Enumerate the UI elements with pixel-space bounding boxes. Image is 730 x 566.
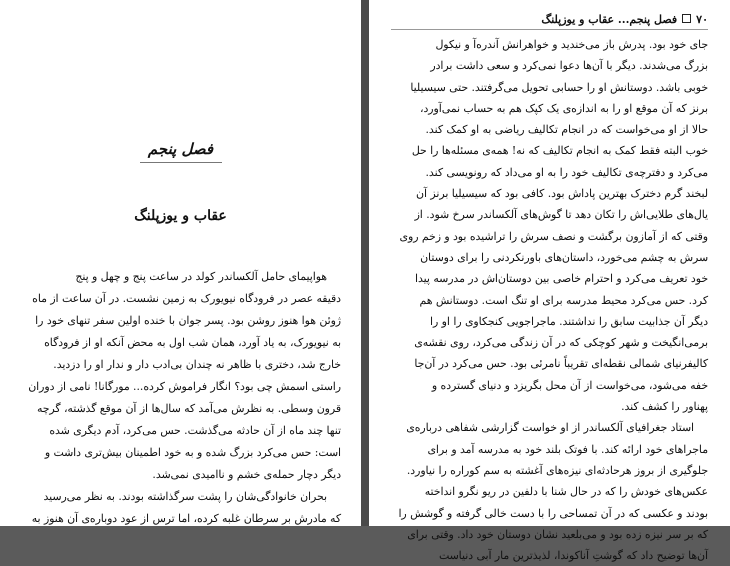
text-line: برنز که آن موقع او را به اندازه‌ی یک کپک هم به حساب نمی‌آورد، (419, 101, 708, 115)
running-header (391, 13, 708, 30)
text-line: وقتی که از آمازون برگشت و نصف سرش را تراشیده بود و زخم روی (399, 229, 708, 243)
right-page (369, 0, 730, 563)
text-line: خارج شد، دختری با ظاهر نه چندان بی‌ادب دار و ندار او را دزدید. (53, 358, 341, 371)
text-line: یال‌های طلایی‌اش را تکان دهد تا گوش‌های آلکساندر سرخ شود. از (414, 208, 708, 222)
text-line: حالا از او می‌خواست که در انجام تکالیف ریاضی به او کمک کند. (425, 123, 708, 137)
text-line: پهناور را کشف کند. (621, 400, 708, 414)
text-line: جای خود بود. پدرش باز می‌خندید و خواهرانش آندره‌آ و نیکول (435, 38, 708, 51)
text-line: است: حس می‌کرد بزرگ شده و به خود اطمینان بیش‌تری داشت و (44, 446, 341, 459)
page-gutter (361, 0, 369, 526)
chapter-heading: عقاب و یوزپلنگ (134, 208, 227, 224)
text-line: خوب البته فقط کمک به انجام تکالیف که نه! همه‌ی مسئله‌ها را حل (411, 144, 708, 158)
text-line: می‌کرد و دفترچه‌ی تکالیف خود را به او می‌داد که رونویسی کند. (425, 165, 708, 179)
text-line: دیگر دچار حمله‌ی خشم و ناامیدی نمی‌شد. (152, 468, 341, 481)
left-body-text (14, 266, 341, 530)
text-line: قرون وسطی. به نظرش می‌آمد که سال‌ها از آن موقع گذشته، گرچه (36, 402, 341, 415)
text-line: کالیفرنیای شمالی نقطه‌ای تقریباً نامرئی بود. حس می‌کرد در آن‌جا (414, 357, 708, 371)
text-line: هواپیمای حامل آلکساندر کولد در ساعت پنج و چهل و پنج (75, 270, 327, 283)
text-line: لبخند گرم دخترک بهترین پاداش بود. کافی بود که سیسیلیا برنز آن (416, 187, 708, 201)
text-line: ژوئن هوا هنوز روشن بود. پسر جوان با خنده اولین سفر تنهای خود را (35, 314, 341, 327)
text-line: راستی اسمش چی بود؟ انگار فراموش کرده... مورگانا! نامی از دوران (28, 380, 341, 393)
chapter-title: فصل پنجم (147, 140, 214, 158)
left-page (0, 0, 361, 526)
chapter-title-underline (140, 162, 222, 163)
text-line: جلوگیری از بروز هرحادثه‌ای نیزه‌های آغشته به سم کوراره را نیاورد. (406, 463, 708, 477)
right-body-text (385, 34, 708, 566)
text-line: دقیقه عصر در فرودگاه نیویورک به زمین نشست. در آن ساعت از ماه (32, 292, 341, 305)
square-ornament-icon (682, 14, 691, 23)
text-line: که مادرش بر سرطان غلبه کرده، اما ترس از عود دوباره‌ی آن هنوز به (31, 512, 341, 525)
text-line: ماجراهای خود ارائه کند. با فوتک بلند خود به مدرسه آمد و برای (427, 442, 708, 456)
text-line: تنها چند ماه از آن حادثه می‌گذشت. حس می‌کرد، آدم دیگری شده (49, 424, 341, 437)
text-line: که بر سر نیزه زده بود و می‌بلعید نشان دوستان خود داد. وقتی برای (407, 527, 708, 541)
text-line: سرش به چشم می‌خورد، داستان‌های باورنکردنی را برای دوستان (420, 250, 708, 264)
text-line: خوبی باشد. دوستانش او را حسابی تحویل می‌گرفتند. حتی سیسیلیا (410, 80, 708, 94)
text-line: استاد جغرافیای آلکساندر از او خواست گزارشی شفاهی درباره‌ی (406, 421, 694, 435)
text-line: آن‌ها توضیح داد که گوشتِ آناکوندا، لذیذترین مار آبی دنیاست (439, 549, 708, 563)
text-line: کرد. حس می‌کرد محیط مدرسه برای او تنگ است. دوستانش هم (419, 293, 708, 307)
text-line: دیگر آن جذابیت سابق را نداشتند. ماجراجویی کنجکاوی را او را (430, 314, 708, 328)
text-line: خود تعریف می‌کرد و احترام خاصی بین دوستان‌اش در مدرسه پیدا (415, 272, 708, 286)
text-line: عکس‌های خودش را که در حال شنا با دلفین در ریو نگرو انداخته (424, 485, 708, 499)
text-line: بزرگ می‌شدند. دیگر با آن‌ها دعوا نمی‌کرد و سعی داشت برادر (430, 59, 708, 73)
text-line: بودند و عکسی که در آن تمساحی را با دست خالی گرفته و گوشش را (398, 506, 708, 520)
text-line: خفه می‌شود، می‌خواست از آن محل بگریزد و دنیای گسترده و (431, 378, 708, 392)
text-line: بحران خانوادگی‌شان را پشت سرگذاشته بودند. به نظر می‌رسید (43, 490, 327, 503)
page-number: ۷۰ (696, 13, 708, 26)
text-line: به نیویورک، به یاد آورد، همان شب اول به محض آنکه او از فرودگاه (44, 336, 341, 349)
header-title: فصل پنجم... عقاب و یوزپلنگ (541, 13, 678, 26)
text-line: برمی‌انگیخت و شهر کوچکی که در آن زندگی می‌کرد، روی نقشه‌ی (414, 336, 708, 350)
